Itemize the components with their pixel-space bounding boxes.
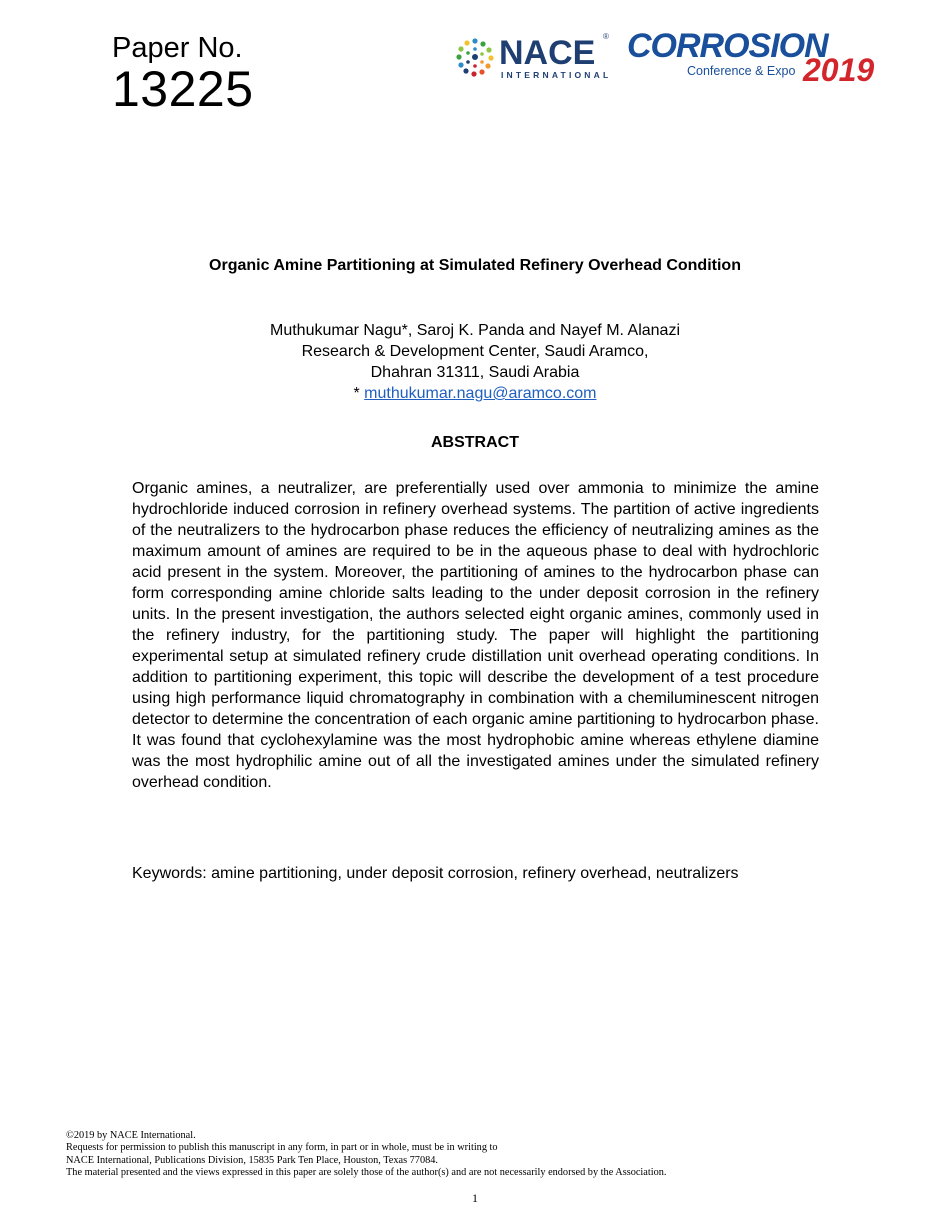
nace-wordmark: NACE [499, 34, 596, 72]
footer-line-2: Requests for permission to publish this manuscript in any form, in part or in whole, must be in writing to [66, 1142, 498, 1154]
corrosion-subtitle: Conference & Expo [687, 64, 796, 78]
email-link[interactable]: muthukumar.nagu@aramco.com [364, 385, 597, 402]
footer-line-3: NACE International, Publications Division, 15835 Park Ten Place, Houston, Texas 77084. [66, 1154, 438, 1166]
author-block [0, 320, 950, 404]
paper-number-block [112, 32, 254, 117]
paper-number: 13225 [112, 61, 254, 117]
page-number: 1 [472, 1191, 478, 1205]
email-prefix: * [353, 385, 365, 402]
copyright-footer [66, 1130, 906, 1179]
nace-subtitle: INTERNATIONAL [501, 70, 612, 80]
registered-mark: ® [603, 32, 609, 41]
author-names: Muthukumar Nagu*, Saroj K. Panda and Nayef M. Alanazi [270, 322, 680, 339]
abstract-text: Organic amines, a neutralizer, are preferentially used over ammonia to minimize the amine hydrochloride induced corrosion in refinery overhead systems. The partition of active ingredients of the neutralizers to the hydrocarbon phase reduces the efficiency of neutralizing amines as the maximum amount of amines are required to be in the aqueous phase to deal with hydrochloric acid present in the system. Moreover, the partitioning of amines to the hydrocarbon phase can form corresponding amine chloride salts leading to the under deposit corrosion in the refinery units. In the present investigation, the authors selected eight organic amines, commonly used in the refinery industry, for the partitioning study. The paper will highlight the partitioning experimental setup at simulated refinery crude distillation unit overhead operating conditions. In addition to partitioning experiment, this topic will describe the development of a test procedure using high performance liquid chromatography in combination with a chemiluminescent nitrogen detector to determine the concentration of each organic amine partitioning to hydrocarbon phase. It was found that cyclohexylamine was the most hydrophobic amine whereas ethylene diamine was the most hydrophilic amine out of all the investigated amines under the simulated refinery overhead condition. [132, 480, 819, 791]
contact-email-line [0, 383, 950, 404]
nace-globe-icon [455, 36, 495, 78]
footer-line-4: The material presented and the views expressed in this paper are solely those of the author(s) and are not necessarily endorsed by the Association. [66, 1166, 667, 1178]
corrosion-logo [627, 28, 887, 88]
paper-title: Organic Amine Partitioning at Simulated Refinery Overhead Condition [209, 257, 741, 274]
abstract-heading: ABSTRACT [431, 434, 519, 451]
affiliation-line-2: Dhahran 31311, Saudi Arabia [370, 364, 580, 381]
corrosion-year: 2019 [803, 52, 875, 88]
nace-logo [455, 34, 625, 80]
paper-label: Paper No. [112, 32, 243, 64]
corrosion-wordmark: CORROSION [627, 27, 828, 65]
footer-line-1: ©2019 by NACE International. [66, 1130, 196, 1141]
keywords: Keywords: amine partitioning, under deposit corrosion, refinery overhead, neutralizers [132, 865, 739, 882]
affiliation-line-1: Research & Development Center, Saudi Aramco, [301, 343, 649, 360]
